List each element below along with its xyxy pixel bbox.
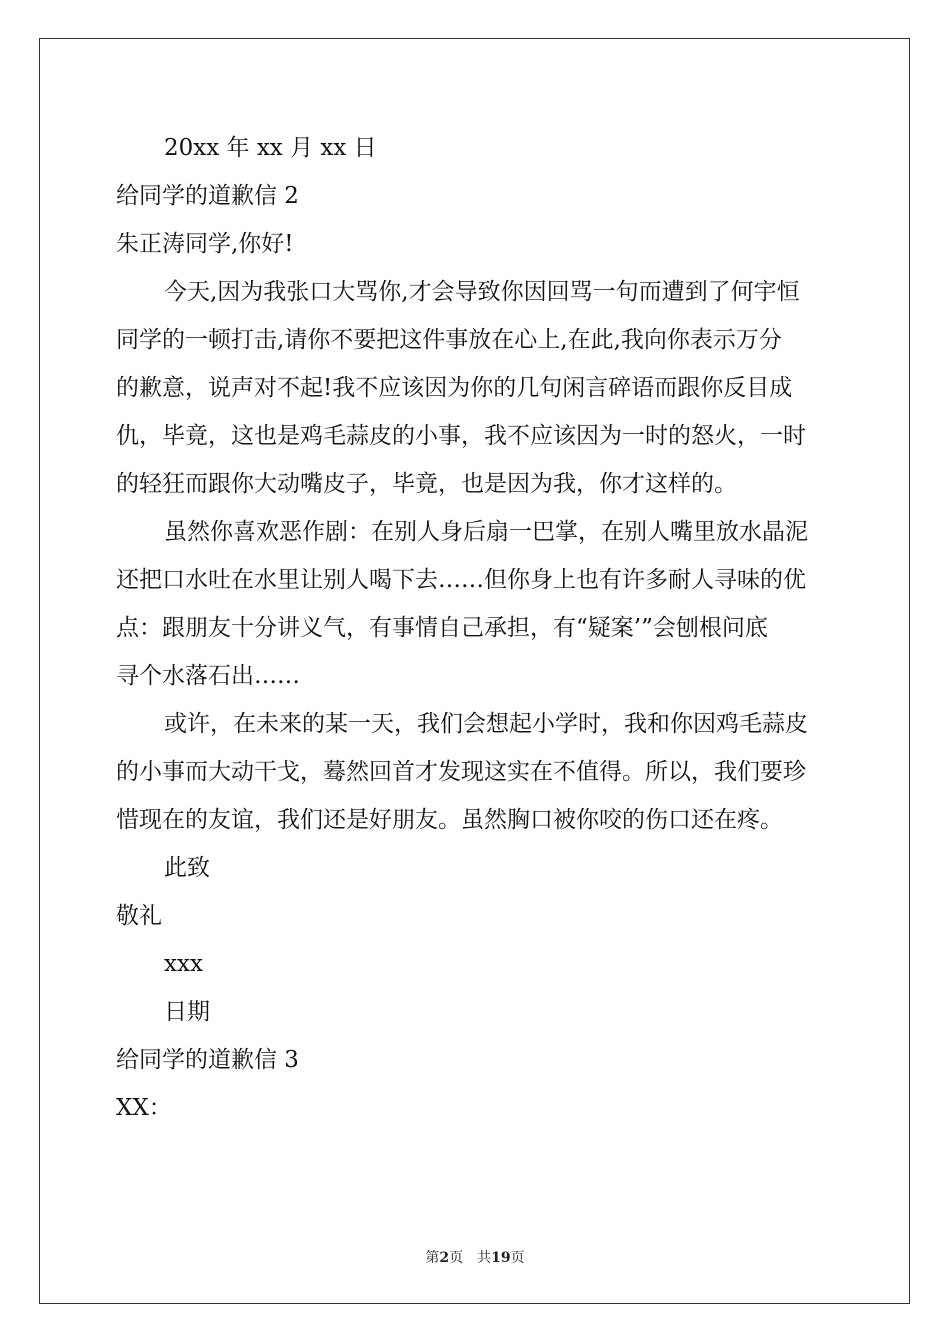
date-line: 20xx 年 xx 月 xx 日: [164, 135, 377, 161]
total-pages: 19: [491, 1250, 511, 1266]
paragraph-line: 的轻狂而跟你大动嘴皮子，毕竟，也是因为我，你才这样的。: [116, 471, 737, 497]
closing-salute: 敬礼: [116, 903, 162, 929]
page-number: 2: [439, 1250, 450, 1266]
paragraph-line: 寻个水落石出……: [116, 663, 300, 689]
paragraph-line: 今天,因为我张口大骂你,才会导致你因回骂一句而遭到了何宇恒: [164, 279, 800, 305]
paragraph-line: 或许，在未来的某一天，我们会想起小学时，我和你因鸡毛蒜皮: [164, 711, 808, 737]
letter-body: [116, 124, 836, 1132]
date-placeholder: 日期: [164, 999, 210, 1025]
letter-heading-2: 给同学的道歉信 2: [116, 183, 299, 209]
page-footer: [0, 1247, 950, 1267]
paragraph-line: 仇，毕竟，这也是鸡毛蒜皮的小事，我不应该因为一时的怒火，一时: [116, 423, 806, 449]
signature: xxx: [164, 951, 203, 977]
paragraph-line: 的小事而大动干戈，蓦然回首才发现这实在不值得。所以，我们要珍: [116, 759, 806, 785]
letter-heading-3: 给同学的道歉信 3: [116, 1047, 299, 1073]
closing-regards: 此致: [164, 855, 210, 881]
footer-suffix: 页: [510, 1250, 525, 1266]
paragraph-1: [116, 268, 836, 508]
paragraph-line: 惜现在的友谊，我们还是好朋友。虽然胸口被你咬的伤口还在疼。: [116, 807, 783, 833]
footer-middle: 页 共: [449, 1250, 492, 1266]
paragraph-2: [116, 508, 836, 700]
salutation: 朱正涛同学,你好!: [116, 231, 294, 257]
paragraph-line: 点：跟朋友十分讲义气，有事情自己承担，有“疑案’”会刨根问底: [116, 615, 768, 641]
paragraph-line: 同学的一顿打击,请你不要把这件事放在心上,在此,我向你表示万分: [116, 327, 782, 353]
footer-prefix: 第: [425, 1250, 440, 1266]
paragraph-line: 还把口水吐在水里让别人喝下去……但你身上也有许多耐人寻味的优: [116, 567, 806, 593]
paragraph-line: 虽然你喜欢恶作剧：在别人身后扇一巴掌，在别人嘴里放水晶泥: [164, 519, 808, 545]
paragraph-line: 的歉意，说声对不起!我不应该因为你的几句闲言碎语而跟你反目成: [116, 375, 793, 401]
paragraph-3: [116, 700, 836, 844]
salutation-3: XX：: [116, 1095, 172, 1121]
